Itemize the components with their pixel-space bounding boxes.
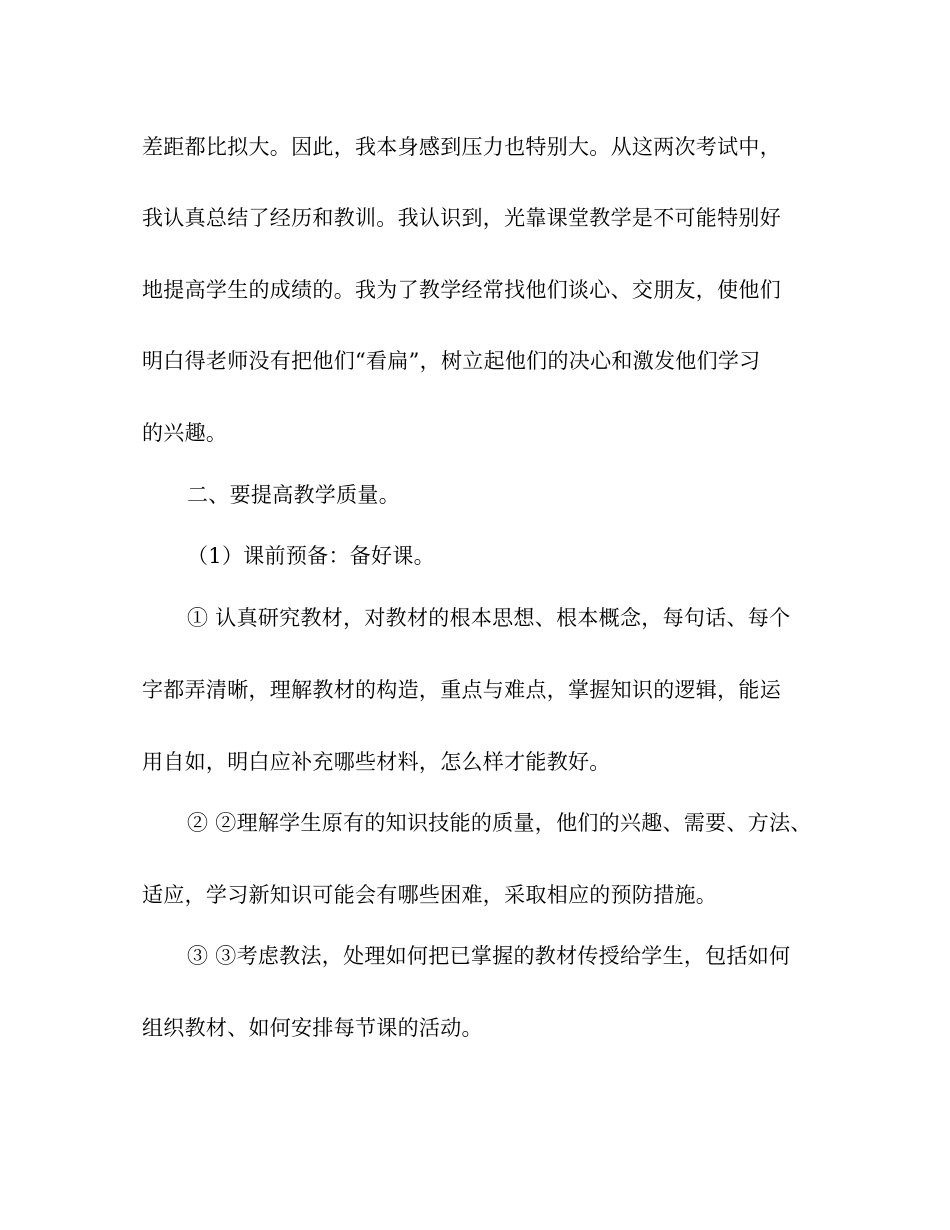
text-line: ② ②理解学生原有的知识技能的质量，他们的兴趣、需要、方法、: [187, 811, 812, 835]
text-line: 差距都比拟大。因此，我本身感到压力也特别大。从这两次考试中，: [142, 135, 781, 159]
text-line: 适应，学习新知识可能会有哪些困难，采取相应的预防措施。: [142, 883, 718, 907]
subsection-heading: （1）课前预备：备好课。: [187, 544, 435, 568]
text-line: ① 认真研究教材，对教材的根本思想、根本概念，每句话、每个: [187, 606, 791, 630]
text-line: 地提高学生的成绩的。我为了教学经常找他们谈心、交朋友，使他们: [142, 278, 781, 302]
text-line: 用自如，明白应补充哪些材料，怎么样才能教好。: [142, 750, 611, 774]
text-line: 明白得老师没有把他们“看扁”，树立起他们的决心和激发他们学习: [142, 349, 761, 373]
text-line: 的兴趣。: [142, 421, 228, 445]
section-heading: 二、要提高教学质量。: [187, 483, 400, 507]
text-line: 我认真总结了经历和教训。我认识到，光靠课堂教学是不可能特别好: [142, 206, 781, 230]
text-line: 组织教材、如何安排每节课的活动。: [142, 1016, 483, 1040]
text-line: 字都弄清晰，理解教材的构造，重点与难点，掌握知识的逻辑，能运: [142, 678, 781, 702]
text-line: ③ ③考虑教法，处理如何把已掌握的教材传授给学生，包括如何: [187, 944, 791, 968]
